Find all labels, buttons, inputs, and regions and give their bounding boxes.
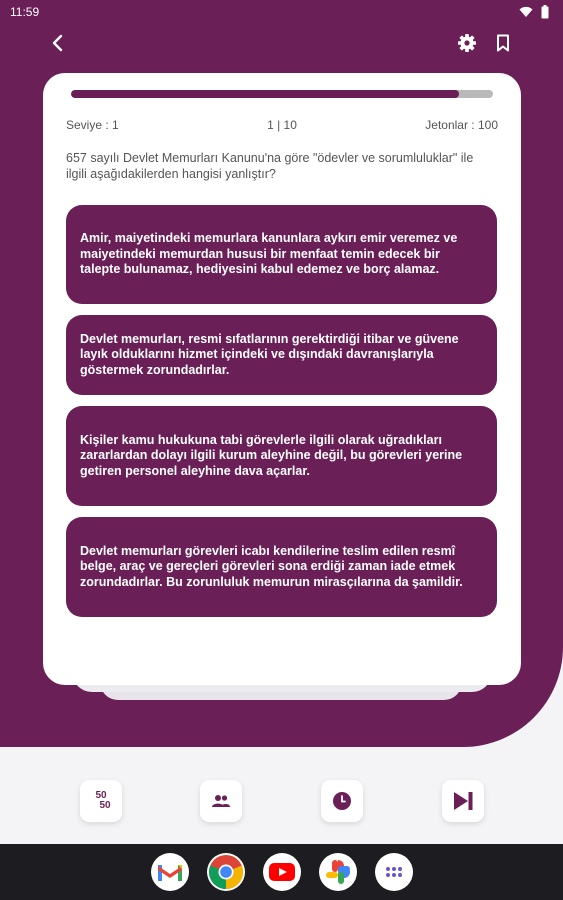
answer-option-label: Kişiler kamu hukukuna tabi görevlerle ilgili olarak uğradıkları zararlardan dolayı ilgili kurum aleyhine değil, bu görevleri yerine getiren personel aleyhine dava açarlar. [80, 432, 463, 478]
question-text: 657 sayılı Devlet Memurları Kanunu'na göre "ödevler ve sorumluluklar" ile ilgili aşağıdakilerden hangisi yanlıştır? [66, 151, 474, 181]
back-icon [50, 34, 64, 52]
audience-icon [211, 794, 231, 808]
battery-icon [541, 5, 549, 19]
youtube-icon [269, 863, 295, 881]
gmail-app-icon[interactable] [151, 853, 189, 891]
status-time: 11:59 [10, 5, 40, 19]
fifty-top-text: 50 [95, 790, 107, 801]
answer-option-label: Devlet memurları, resmi sıfatlarının gerektirdiği itibar ve güvene layık olduklarını hizmet içindeki ve dışındaki davranışlarıyla göstermek zorundadırlar. [80, 331, 459, 377]
photos-icon [325, 859, 351, 885]
timer-button[interactable] [321, 780, 363, 822]
settings-icon [457, 33, 477, 53]
stats-row [66, 116, 498, 134]
wifi-icon [519, 6, 533, 18]
app-drawer-icon-button[interactable] [375, 853, 413, 891]
level-label: Seviye : 1 [66, 118, 119, 132]
fifty-fifty-button[interactable] [80, 780, 122, 822]
photos-app-icon[interactable] [319, 853, 357, 891]
tokens-label: Jetonlar : 100 [425, 118, 498, 132]
gmail-icon [158, 863, 182, 881]
status-bar [0, 0, 563, 24]
fifty-bottom-text: 50 [99, 800, 111, 811]
skip-button[interactable] [442, 780, 484, 822]
answer-option-a[interactable] [66, 205, 497, 304]
top-app-bar [0, 28, 563, 58]
answer-option-b[interactable] [66, 315, 497, 395]
bookmark-icon [496, 34, 510, 52]
bookmark-button[interactable] [490, 30, 516, 56]
question-counter: 1 | 10 [267, 118, 297, 132]
youtube-app-icon[interactable] [263, 853, 301, 891]
app-dock [0, 844, 563, 900]
progress-bar [71, 90, 493, 98]
audience-button[interactable] [200, 780, 242, 822]
settings-button[interactable] [454, 30, 480, 56]
skip-icon [452, 791, 474, 811]
chrome-app-icon[interactable] [207, 853, 245, 891]
chrome-icon [207, 853, 245, 891]
answer-option-d[interactable] [66, 517, 497, 617]
app-drawer-icon [385, 866, 403, 878]
progress-fill [71, 90, 459, 98]
answer-option-label: Amir, maiyetindeki memurlara kanunlara aykırı emir veremez ve maiyetindeki memurdan hususi bir menfaat temin edecek bir talepte bulunamaz, hediyesini kabul edemez ve borç alamaz. [80, 231, 458, 277]
fifty-fifty-icon [91, 791, 110, 811]
status-icons [519, 5, 549, 19]
answer-option-c[interactable] [66, 406, 497, 506]
answer-option-label: Devlet memurları görevleri icabı kendilerine teslim edilen resmî belge, araç ve gereçleri görevleri sona erdiği zaman iade etmek zorundadırlar. Bu zorunluluk memurun mirasçılarına da şamildir. [80, 543, 463, 589]
timer-icon [332, 791, 352, 811]
back-button[interactable] [44, 30, 70, 56]
